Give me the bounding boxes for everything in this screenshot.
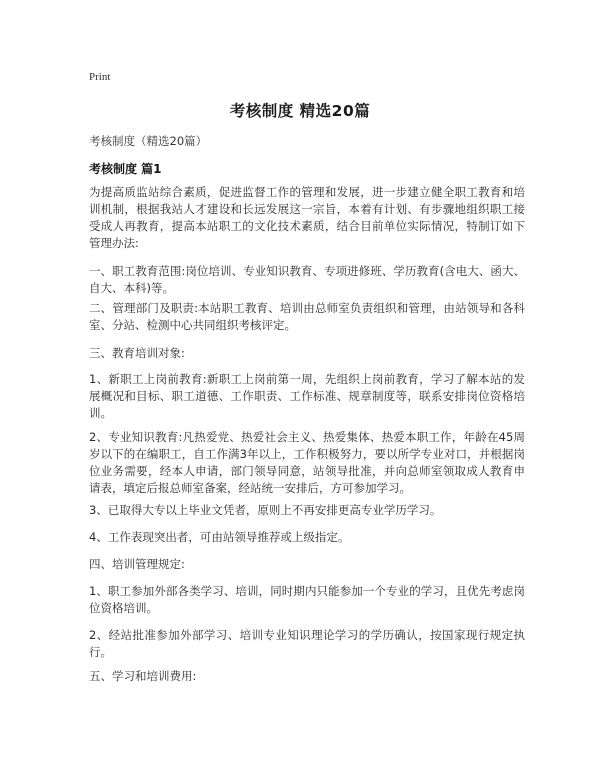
paragraph-intro: 为提高质监站综合素质，促进监督工作的管理和发展，进一步建立健全职工教育和培训机制，根据我站人才建设和长远发展这一宗旨，本着有计划、有步骤地组织职工接受成人再教育，提高本站职工的文化技术素质，结合目前单位实际情况，特制订如下管理办法: — [89, 185, 525, 250]
print-label: Print — [89, 71, 111, 83]
paragraph-diploma: 3、已取得大专以上毕业文凭者，原则上不再安排更高专业学历学习。 — [89, 503, 442, 517]
page-title: 考核制度 精选20篇 — [229, 102, 371, 120]
paragraph-outstanding: 4、工作表现突出者，可由站领导推荐或上级指定。 — [89, 530, 350, 544]
paragraph-new-staff: 1、新职工上岗前教育:新职工上岗前第一周，先组织上岗前教育，学习了解本站的发展概况和目标、职工道德、工作职责、工作标准、规章制度等，联系安排岗位资格培训。 — [89, 372, 525, 420]
paragraph-fees-heading: 五、学习和培训费用: — [89, 669, 197, 683]
paragraph-training-targets: 三、教育培训对象: — [89, 346, 185, 360]
paragraph-rules-heading: 四、培训管理规定: — [89, 557, 185, 571]
section-heading: 考核制度 篇1 — [89, 162, 162, 176]
document-subtitle: 考核制度（精选20篇） — [89, 134, 208, 148]
paragraph-rule-1: 1、职工参加外部各类学习、培训，同时期内只能参加一个专业的学习，且优先考虑岗位资格培训。 — [89, 584, 525, 615]
paragraph-professional: 2、专业知识教育:凡热爱党、热爱社会主义、热爱集体、热爱本职工作，年龄在45周岁以下的在编职工，自工作满3年以上，工作积极努力，要以所学专业对口，并根据岗位业务需要，经本人申请，部门领导同意，站领导批准，并向总师室领取成人教育申请表，填定后报总师室备案，经站统一安排后，方可参加学习。 — [89, 430, 525, 495]
paragraph-management: 二、管理部门及职责:本站职工教育、培训由总师室负责组织和管理，由站领导和各科室、分站、检测中心共同组织考核评定。 — [89, 301, 525, 332]
paragraph-rule-2: 2、经站批准参加外部学习、培训专业知识理论学习的学历确认，按国家现行规定执行。 — [89, 628, 525, 659]
paragraph-scope: 一、职工教育范围:岗位培训、专业知识教育、专项进修班、学历教育(含电大、函大、自大、本科)等。 — [89, 264, 525, 295]
